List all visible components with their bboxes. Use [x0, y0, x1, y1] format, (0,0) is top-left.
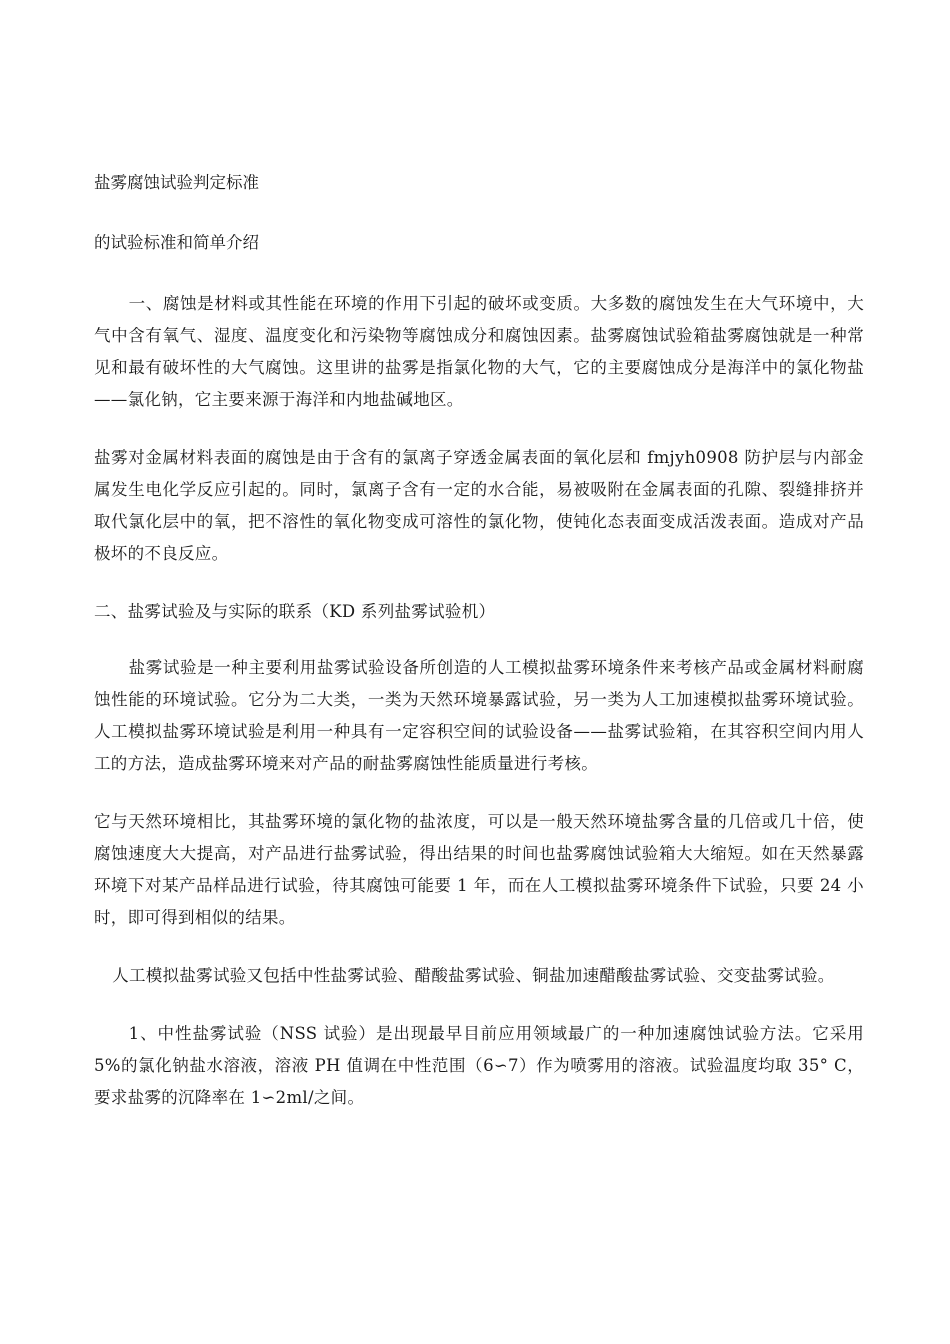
paragraph-salt-spray-mechanism: 盐雾对金属材料表面的腐蚀是由于含有的氯离子穿透金属表面的氧化层和 fmjyh0908 防护层与内部金属发生电化学反应引起的。同时，氯离子含有一定的水合能，易被吸附在金属表面的孔隙、裂缝排挤并取代氯化层中的氧，把不溶性的氧化物变成可溶性的氯化物，使钝化态表面变成活泼表面。造成对产品极坏的不良反应。: [94, 448, 864, 563]
paragraph-corrosion-intro: 一、腐蚀是材料或其性能在环境的作用下引起的破坏或变质。大多数的腐蚀发生在大气环境中，大气中含有氧气、湿度、温度变化和污染物等腐蚀成分和腐蚀因素。盐雾腐蚀试验箱盐雾腐蚀就是一种常见和最有破坏性的大气腐蚀。这里讲的盐雾是指氯化物的大气，它的主要腐蚀成分是海洋中的氯化物盐——氯化钠，它主要来源于海洋和内地盐碱地区。: [94, 294, 864, 409]
document-body: [94, 168, 864, 1140]
section-heading-salt-spray-test: 二、盐雾试验及与实际的联系（KD 系列盐雾试验机）: [94, 602, 496, 621]
document-title: 盐雾腐蚀试验判定标准: [94, 173, 259, 192]
paragraph-salt-spray-test-definition: 盐雾试验是一种主要利用盐雾试验设备所创造的人工模拟盐雾环境条件来考核产品或金属材料耐腐蚀性能的环境试验。它分为二大类，一类为天然环境暴露试验，另一类为人工加速模拟盐雾环境试验。人工模拟盐雾环境试验是利用一种具有一定容积空间的试验设备——盐雾试验箱，在其容积空间内用人工的方法，造成盐雾环境来对产品的耐盐雾腐蚀性能质量进行考核。: [94, 658, 864, 773]
paragraph-comparison-natural: 它与天然环境相比，其盐雾环境的氯化物的盐浓度，可以是一般天然环境盐雾含量的几倍或几十倍，使腐蚀速度大大提高，对产品进行盐雾试验，得出结果的时间也盐雾腐蚀试验箱大大缩短。如在天然暴露环境下对某产品样品进行试验，待其腐蚀可能要 1 年，而在人工模拟盐雾环境条件下试验，只要 24 小时，即可得到相似的结果。: [94, 812, 864, 927]
paragraph-test-types: 人工模拟盐雾试验又包括中性盐雾试验、醋酸盐雾试验、铜盐加速醋酸盐雾试验、交变盐雾试验。: [112, 966, 835, 985]
paragraph-nss-test: 1、中性盐雾试验（NSS 试验）是出现最早目前应用领域最广的一种加速腐蚀试验方法。它采用 5%的氯化钠盐水溶液，溶液 PH 值调在中性范围（6∽7）作为喷雾用的溶液。试验温度均取 35° C，要求盐雾的沉降率在 1∽2ml/之间。: [94, 1024, 864, 1107]
document-subtitle: 的试验标准和简单介绍: [94, 233, 259, 252]
